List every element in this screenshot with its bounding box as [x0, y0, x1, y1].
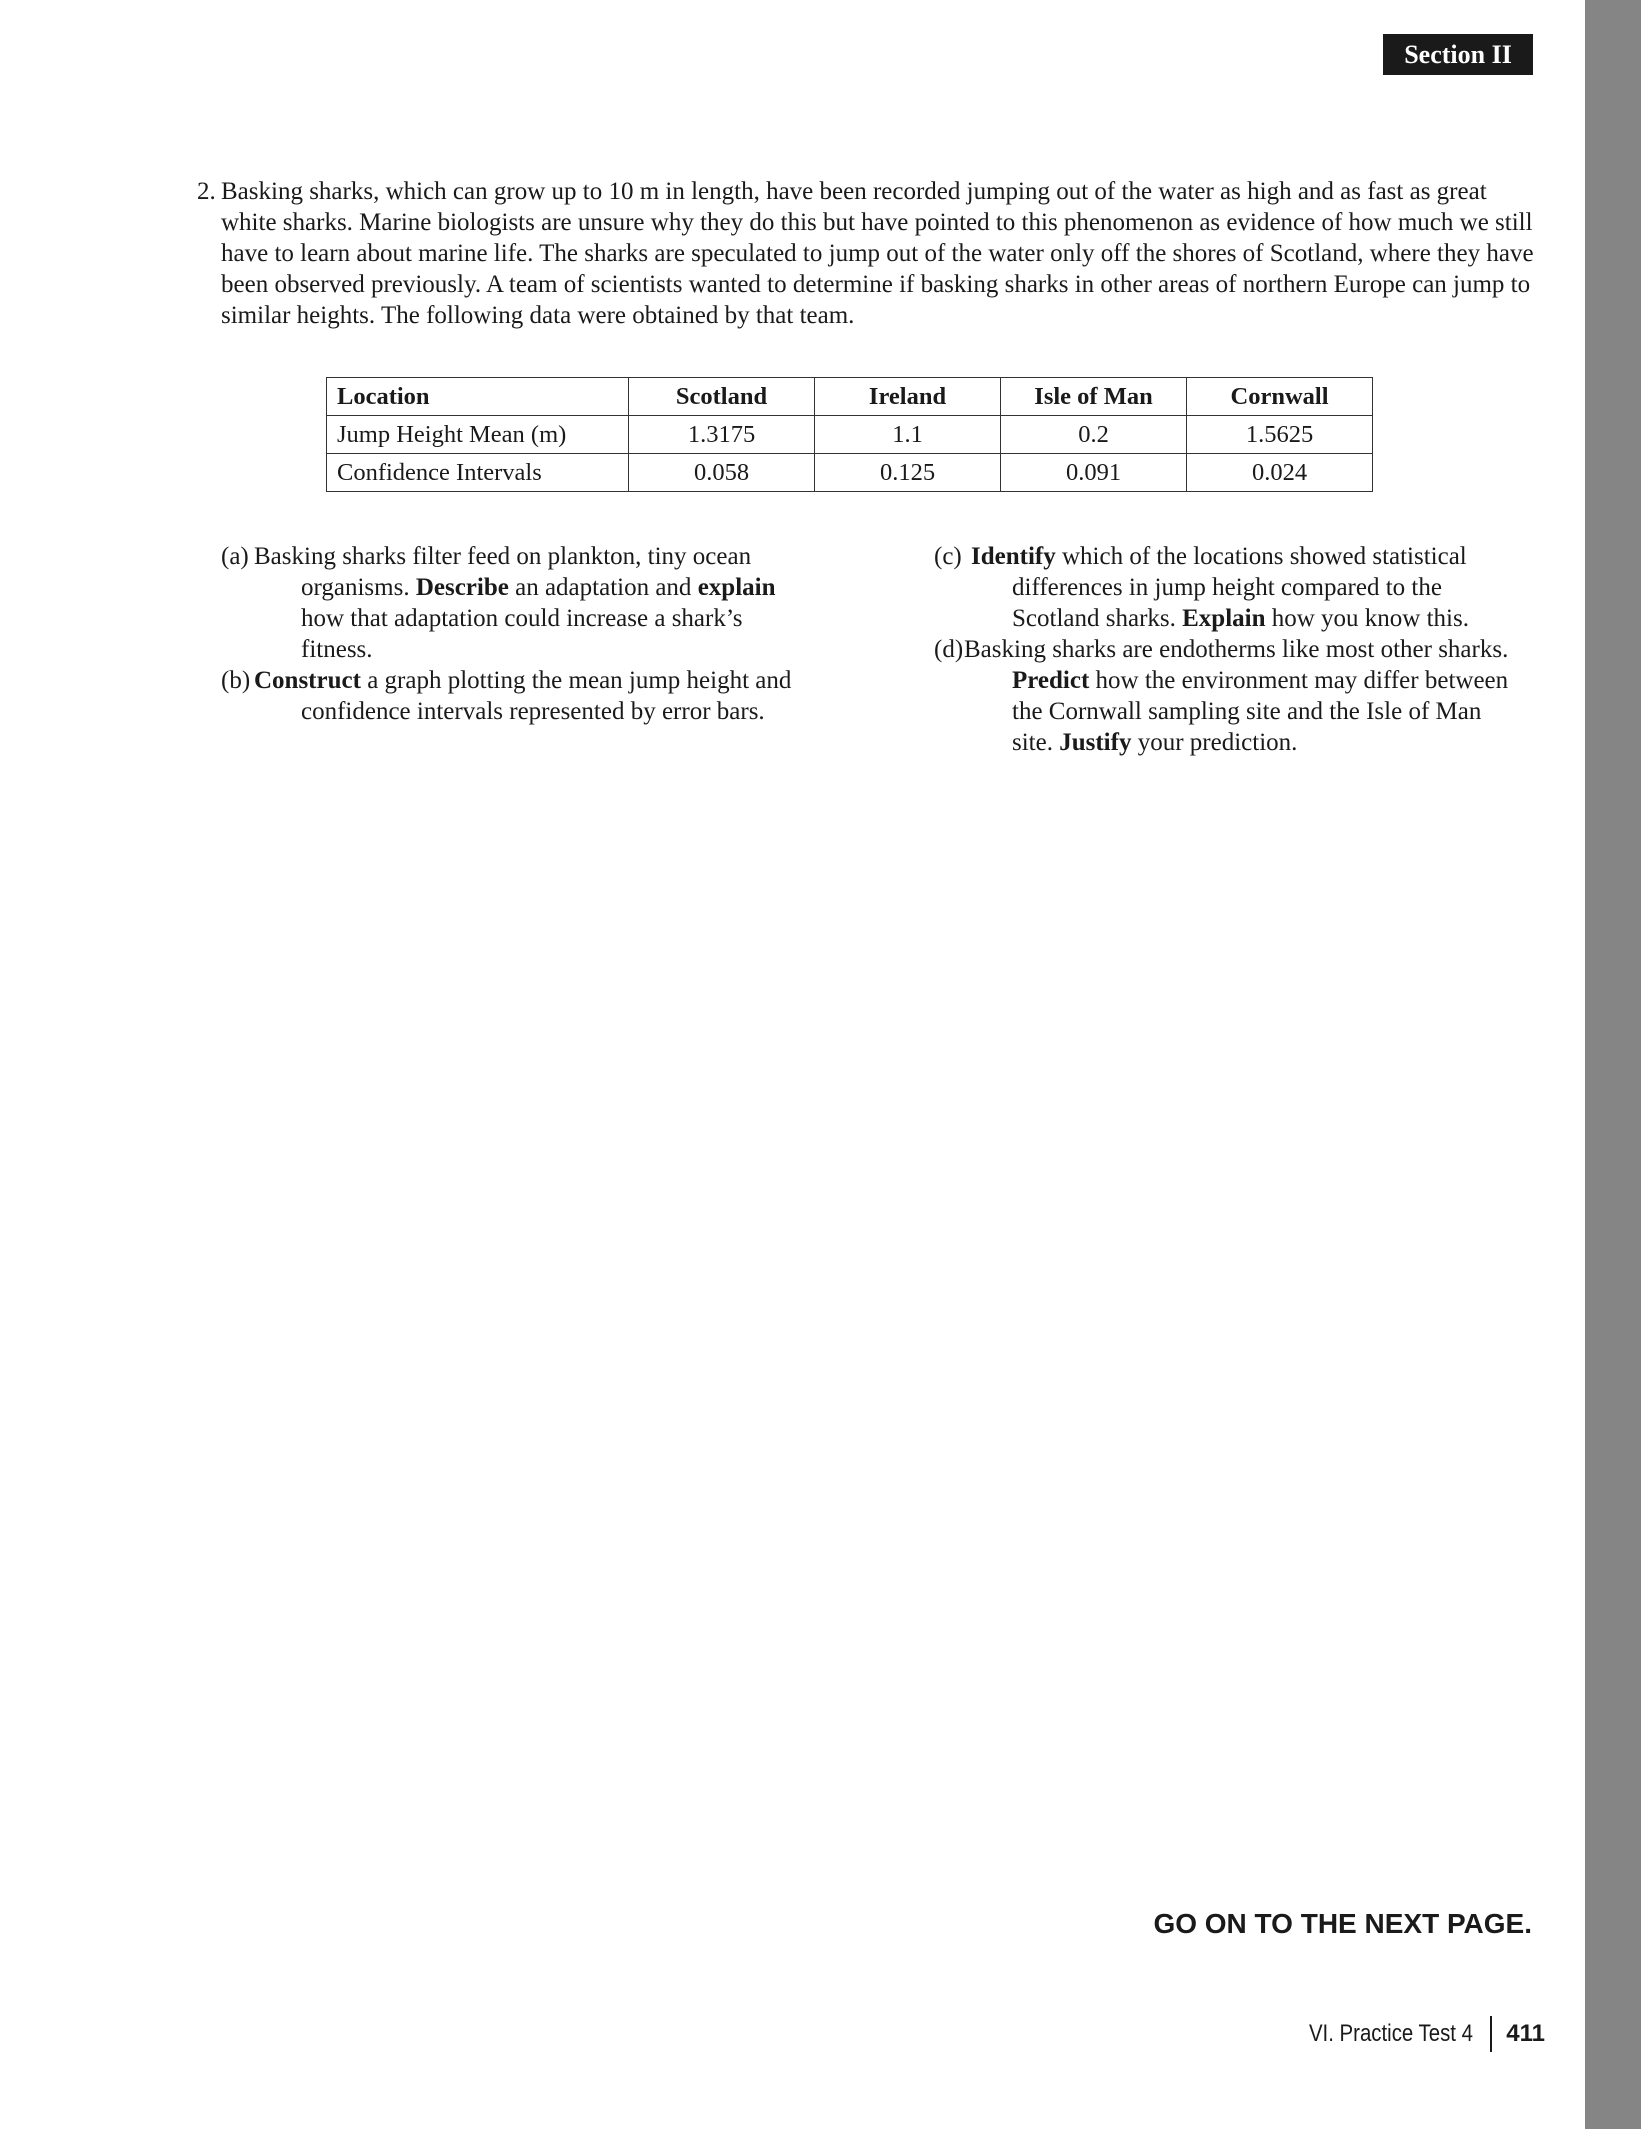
table-cell: 1.1 [815, 416, 1001, 454]
bold-term: Describe [415, 574, 509, 601]
page-footer [1200, 2016, 1545, 2052]
question-2 [197, 176, 1537, 331]
table-row [327, 416, 1373, 454]
page-number: 411 [1506, 2020, 1545, 2047]
part-text [254, 541, 801, 665]
table-header-row [327, 378, 1373, 416]
bold-term: Predict [1012, 667, 1090, 694]
data-table [326, 377, 1373, 492]
bold-term: Identify [971, 543, 1056, 570]
question-text: Basking sharks, which can grow up to 10 m in length, have been recorded jumping out of the water as high and as fast as great white sharks. Marine biologists are unsure why they do this but have pointed to this phenomenon as evidence of how much we still have to learn about marine life. The sharks are speculated to jump out of the water only off the shores of Scotland, where they have been observed previously. A team of scientists wanted to determine if basking sharks in other areas of northern Europe can jump to similar heights. The following data were obtained by that team. [221, 178, 1534, 329]
text: how the environment may differ between the Cornwall sampling site and the Isle of Man site. [1012, 667, 1509, 756]
go-on-notice: GO ON TO THE NEXT PAGE. [1153, 1908, 1532, 1939]
bold-term: Justify [1059, 729, 1132, 756]
chapter-label: VI. Practice Test 4 [1308, 2020, 1473, 2047]
part-text [254, 665, 801, 727]
text: which of the locations showed statistical differences in jump height compared to the Scotland sharks. [1012, 543, 1467, 632]
table-header: Scotland [629, 378, 815, 416]
text: an adaptation and [508, 574, 698, 601]
text: how you know this. [1265, 605, 1469, 632]
table-header: Cornwall [1187, 378, 1373, 416]
page-edge-bar [1585, 0, 1641, 2129]
part-d [934, 634, 1524, 758]
table-cell: 1.3175 [629, 416, 815, 454]
table-row [327, 454, 1373, 492]
table-cell: 0.2 [1001, 416, 1187, 454]
part-label: (c) [934, 543, 962, 570]
part-c [934, 541, 1524, 634]
footer-divider [1490, 2016, 1492, 2052]
text: your prediction. [1131, 729, 1298, 756]
table-header: Location [327, 378, 629, 416]
table-cell: 0.091 [1001, 454, 1187, 492]
table-cell: 1.5625 [1187, 416, 1373, 454]
part-label: (d) [934, 636, 964, 663]
table-cell: 0.125 [815, 454, 1001, 492]
section-label: Section II [1383, 34, 1533, 75]
table-cell: Jump Height Mean (m) [327, 416, 629, 454]
part-label: (a) [221, 543, 249, 570]
text: Basking sharks filter feed on plankton, tiny ocean organisms. [254, 543, 752, 601]
text: a graph plotting the mean jump height and confidence intervals represented by error bars. [301, 667, 792, 725]
table-header: Ireland [815, 378, 1001, 416]
text: how that adaptation could increase a shark’s fitness. [301, 605, 743, 663]
table-header: Isle of Man [1001, 378, 1187, 416]
part-text [971, 541, 1524, 634]
part-b [221, 665, 801, 727]
part-label: (b) [221, 667, 251, 694]
text: Basking sharks are endotherms like most other sharks. [964, 636, 1509, 663]
bold-term: Explain [1182, 605, 1266, 632]
bold-term: explain [697, 574, 776, 601]
table-cell: Confidence Intervals [327, 454, 629, 492]
table-cell: 0.024 [1187, 454, 1373, 492]
part-a [221, 541, 801, 665]
question-number: 2. [197, 178, 216, 205]
part-text [964, 634, 1524, 758]
bold-term: Construct [254, 667, 361, 694]
table-cell: 0.058 [629, 454, 815, 492]
